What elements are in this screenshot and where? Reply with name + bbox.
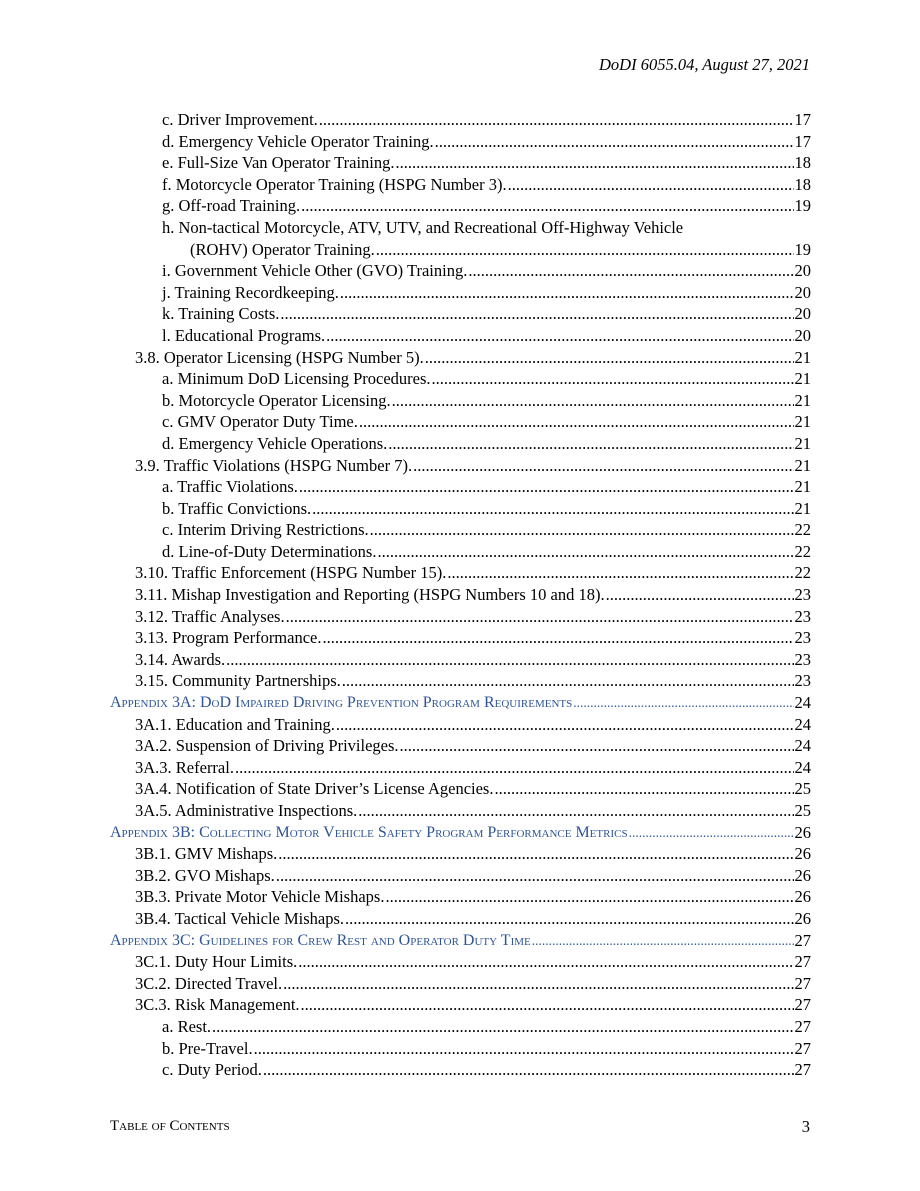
toc-entry-label: a. Traffic Violations. [162,477,298,497]
toc-entry[interactable] [110,778,811,800]
toc-entry-label: 3A.1. Education and Training. [135,714,335,734]
dot-leader [283,973,793,995]
toc-entry-label: 3C.3. Risk Management. [135,995,300,1015]
toc-entry-page: 24 [794,714,811,734]
toc-entry-page: 21 [794,369,811,389]
dot-leader [235,757,794,779]
toc-entry[interactable] [110,951,811,973]
toc-entry-label: 3A.3. Referral. [135,757,234,777]
toc-entry-page: 21 [794,498,811,518]
toc-appendix-entry[interactable] [110,930,811,952]
toc-entry-page: 21 [794,347,811,367]
toc-entry-page: 27 [794,1060,811,1080]
toc-entry[interactable] [110,368,811,390]
toc-entry-page: 20 [794,325,811,345]
dot-leader [468,260,793,282]
toc-entry[interactable] [110,800,811,822]
dot-leader [432,368,794,390]
toc-entry[interactable] [110,757,811,779]
toc-entry-label: c. Duty Period. [162,1060,262,1080]
toc-entry-label: 3B.4. Tactical Vehicle Mishaps. [135,908,345,928]
table-of-contents [110,109,811,1081]
toc-entry[interactable] [110,843,811,865]
toc-entry-label: 3A.5. Administrative Inspections. [135,801,358,820]
toc-entry[interactable] [110,498,811,520]
dot-leader [359,411,794,433]
toc-entry-label: i. Government Vehicle Other (GVO) Training. [162,261,468,281]
toc-entry-page: 20 [794,304,811,324]
toc-entry[interactable] [110,865,811,887]
toc-entry-page: 23 [794,628,811,648]
toc-entry-page: 19 [794,239,811,259]
toc-entry-page: 26 [794,908,811,928]
toc-entry-page: 23 [794,671,811,691]
toc-entry-label: 3A.4. Notification of State Driver’s License Agencies. [135,779,494,799]
toc-entry-page: 24 [794,757,811,777]
toc-entry[interactable] [110,519,811,541]
toc-entry[interactable] [110,1059,811,1081]
dot-leader [226,649,793,671]
dot-leader [345,908,793,930]
toc-entry-label: 3.10. Traffic Enforcement (HSPG Number 15). [135,563,447,583]
toc-entry[interactable] [110,584,811,606]
toc-entry-label: 3A.2. Suspension of Driving Privileges. [135,736,399,756]
toc-entry-page: 21 [794,477,811,497]
dot-leader [340,282,794,304]
toc-entry[interactable] [110,217,811,239]
toc-entry-page: 26 [794,822,811,842]
toc-entry[interactable] [110,347,811,369]
toc-entry-label: Appendix 3A: DoD Impaired Driving Prevention Program Requirements [110,694,573,712]
footer-section-label: Table of Contents [110,1118,230,1134]
dot-leader [323,627,794,649]
toc-entry[interactable] [110,390,811,412]
dot-leader [606,584,794,606]
toc-entry-label: 3.15. Community Partnerships. [135,671,341,691]
dot-leader [301,195,793,217]
toc-entry[interactable] [110,476,811,498]
dot-leader [299,476,794,498]
toc-entry-page: 20 [794,282,811,302]
toc-entry-page: 24 [794,693,811,713]
dot-leader [447,562,793,584]
dot-leader [319,109,794,131]
toc-entry[interactable] [110,411,811,433]
toc-entry-page: 19 [794,196,811,216]
dot-leader [276,865,794,887]
toc-entry[interactable] [110,195,811,217]
toc-entry-label: Appendix 3B: Collecting Motor Vehicle Safety Program Performance Metrics [110,823,628,841]
toc-entry-label: a. Rest. [162,1016,212,1036]
toc-entry[interactable] [110,606,811,628]
dot-leader [301,994,794,1016]
toc-entry-label: 3.8. Operator Licensing (HSPG Number 5). [135,347,424,367]
toc-entry[interactable] [110,239,811,261]
toc-entry-page: 22 [794,541,811,561]
toc-entry-page: 21 [794,412,811,432]
toc-entry[interactable] [110,670,811,692]
toc-appendix-entry[interactable] [110,692,811,714]
toc-entry-page: 17 [794,110,811,129]
toc-entry-label: l. Educational Programs. [162,325,326,345]
toc-entry-page: 27 [794,1038,811,1058]
dot-leader [278,843,793,865]
toc-entry[interactable] [110,908,811,930]
toc-entry-page: 17 [794,131,811,151]
toc-entry-label: c. Driver Improvement. [162,110,318,129]
toc-entry-label: a. Minimum DoD Licensing Procedures. [162,369,431,389]
dot-leader [377,541,793,563]
toc-entry-page: 27 [794,1016,811,1036]
toc-entry-label: Appendix 3C: Guidelines for Crew Rest and Operator Duty Time [110,931,531,949]
toc-entry-page: 27 [794,973,811,993]
toc-entry-label: 3B.1. GMV Mishaps. [135,844,278,864]
toc-entry-label: 3.9. Traffic Violations (HSPG Number 7). [135,455,413,475]
toc-entry-label: b. Pre-Travel. [162,1038,253,1058]
toc-entry[interactable] [110,541,811,563]
toc-entry-label: 3.11. Mishap Investigation and Reporting (HSPG Numbers 10 and 18). [135,585,605,605]
toc-entry-label: 3C.2. Directed Travel. [135,973,283,993]
toc-entry[interactable] [110,174,811,196]
dot-leader [400,735,794,757]
toc-entry-label: 3.13. Program Performance. [135,628,322,648]
toc-entry[interactable] [110,1038,811,1060]
toc-entry[interactable] [110,994,811,1016]
dot-leader [358,800,793,822]
toc-entry-label: h. Non-tactical Motorcycle, ATV, UTV, and Recreational Off-Highway Vehicle [162,217,684,237]
dot-leader [573,692,793,714]
toc-entry-page: 22 [794,520,811,540]
footer-page-number: 3 [801,1117,810,1136]
toc-entry-label: d. Emergency Vehicle Operations. [162,433,388,453]
toc-entry-label: b. Traffic Convictions. [162,498,312,518]
toc-entry-label: 3B.3. Private Motor Vehicle Mishaps. [135,887,385,907]
dot-leader [336,714,794,736]
dot-leader [392,390,794,412]
toc-entry-page: 26 [794,844,811,864]
toc-entry[interactable] [110,152,811,174]
dot-leader [286,606,794,628]
dot-leader [280,303,793,325]
toc-entry-label: 3.14. Awards. [135,649,226,669]
toc-entry-page: 21 [794,433,811,453]
toc-entry[interactable] [110,714,811,736]
dot-leader [263,1059,794,1081]
toc-entry[interactable] [110,886,811,908]
toc-entry-label: j. Training Recordkeeping. [162,282,339,302]
toc-entry[interactable] [110,260,811,282]
toc-entry-page: 18 [794,153,811,173]
toc-entry[interactable] [110,649,811,671]
dot-leader [326,325,793,347]
dot-leader [370,519,794,541]
toc-entry-page: 24 [794,736,811,756]
toc-entry[interactable] [110,433,811,455]
toc-entry-label: k. Training Costs. [162,304,280,324]
toc-entry[interactable] [110,1016,811,1038]
dot-leader [508,174,794,196]
toc-entry-page: 27 [794,930,811,950]
toc-entry-label: f. Motorcycle Operator Training (HSPG Number 3). [162,174,507,194]
toc-entry[interactable] [110,735,811,757]
toc-entry[interactable] [110,131,811,153]
toc-entry[interactable] [110,282,811,304]
dot-leader [532,930,794,952]
toc-entry-label: d. Emergency Vehicle Operator Training. [162,131,434,151]
document-header: DoDI 6055.04, August 27, 2021 [599,55,810,74]
toc-entry[interactable] [110,973,811,995]
toc-entry-page: 21 [794,390,811,410]
toc-entry-label: c. GMV Operator Duty Time. [162,412,358,432]
toc-entry-label: 3B.2. GVO Mishaps. [135,865,275,885]
toc-entry-page: 23 [794,649,811,669]
dot-leader [254,1038,794,1060]
toc-entry-page: 26 [794,865,811,885]
toc-entry-label: 3C.1. Duty Hour Limits. [135,952,298,972]
toc-entry-label: d. Line-of-Duty Determinations. [162,541,377,561]
toc-entry[interactable] [110,109,811,131]
toc-entry-page: 22 [794,563,811,583]
toc-appendix-entry[interactable] [110,822,811,844]
toc-entry-label: (ROHV) Operator Training. [190,239,375,259]
dot-leader [312,498,793,520]
toc-entry-label: b. Motorcycle Operator Licensing. [162,390,391,410]
toc-entry-page: 26 [794,887,811,907]
toc-entry-label: g. Off-road Training. [162,196,301,216]
toc-entry-page: 21 [794,455,811,475]
toc-entry-page: 25 [794,779,811,799]
dot-leader [376,239,794,261]
dot-leader [388,433,793,455]
dot-leader [494,778,793,800]
dot-leader [298,951,793,973]
toc-entry-page: 23 [794,585,811,605]
dot-leader [212,1016,793,1038]
dot-leader [385,886,793,908]
toc-entry[interactable] [110,455,811,477]
toc-entry-label: e. Full-Size Van Operator Training. [162,153,395,173]
toc-entry-page: 20 [794,261,811,281]
toc-entry-label: 3.12. Traffic Analyses. [135,606,285,626]
dot-leader [629,822,794,844]
toc-entry-page: 23 [794,606,811,626]
toc-entry-page: 18 [794,174,811,194]
toc-entry[interactable] [110,303,811,325]
toc-entry[interactable] [110,627,811,649]
dot-leader [425,347,794,369]
toc-entry-page: 27 [794,952,811,972]
dot-leader [342,670,794,692]
toc-entry-page: 25 [794,801,811,820]
toc-entry-page: 27 [794,995,811,1015]
dot-leader [435,131,794,153]
toc-entry[interactable] [110,325,811,347]
dot-leader [413,455,793,477]
toc-entry[interactable] [110,562,811,584]
dot-leader [396,152,794,174]
toc-entry-label: c. Interim Driving Restrictions. [162,520,369,540]
